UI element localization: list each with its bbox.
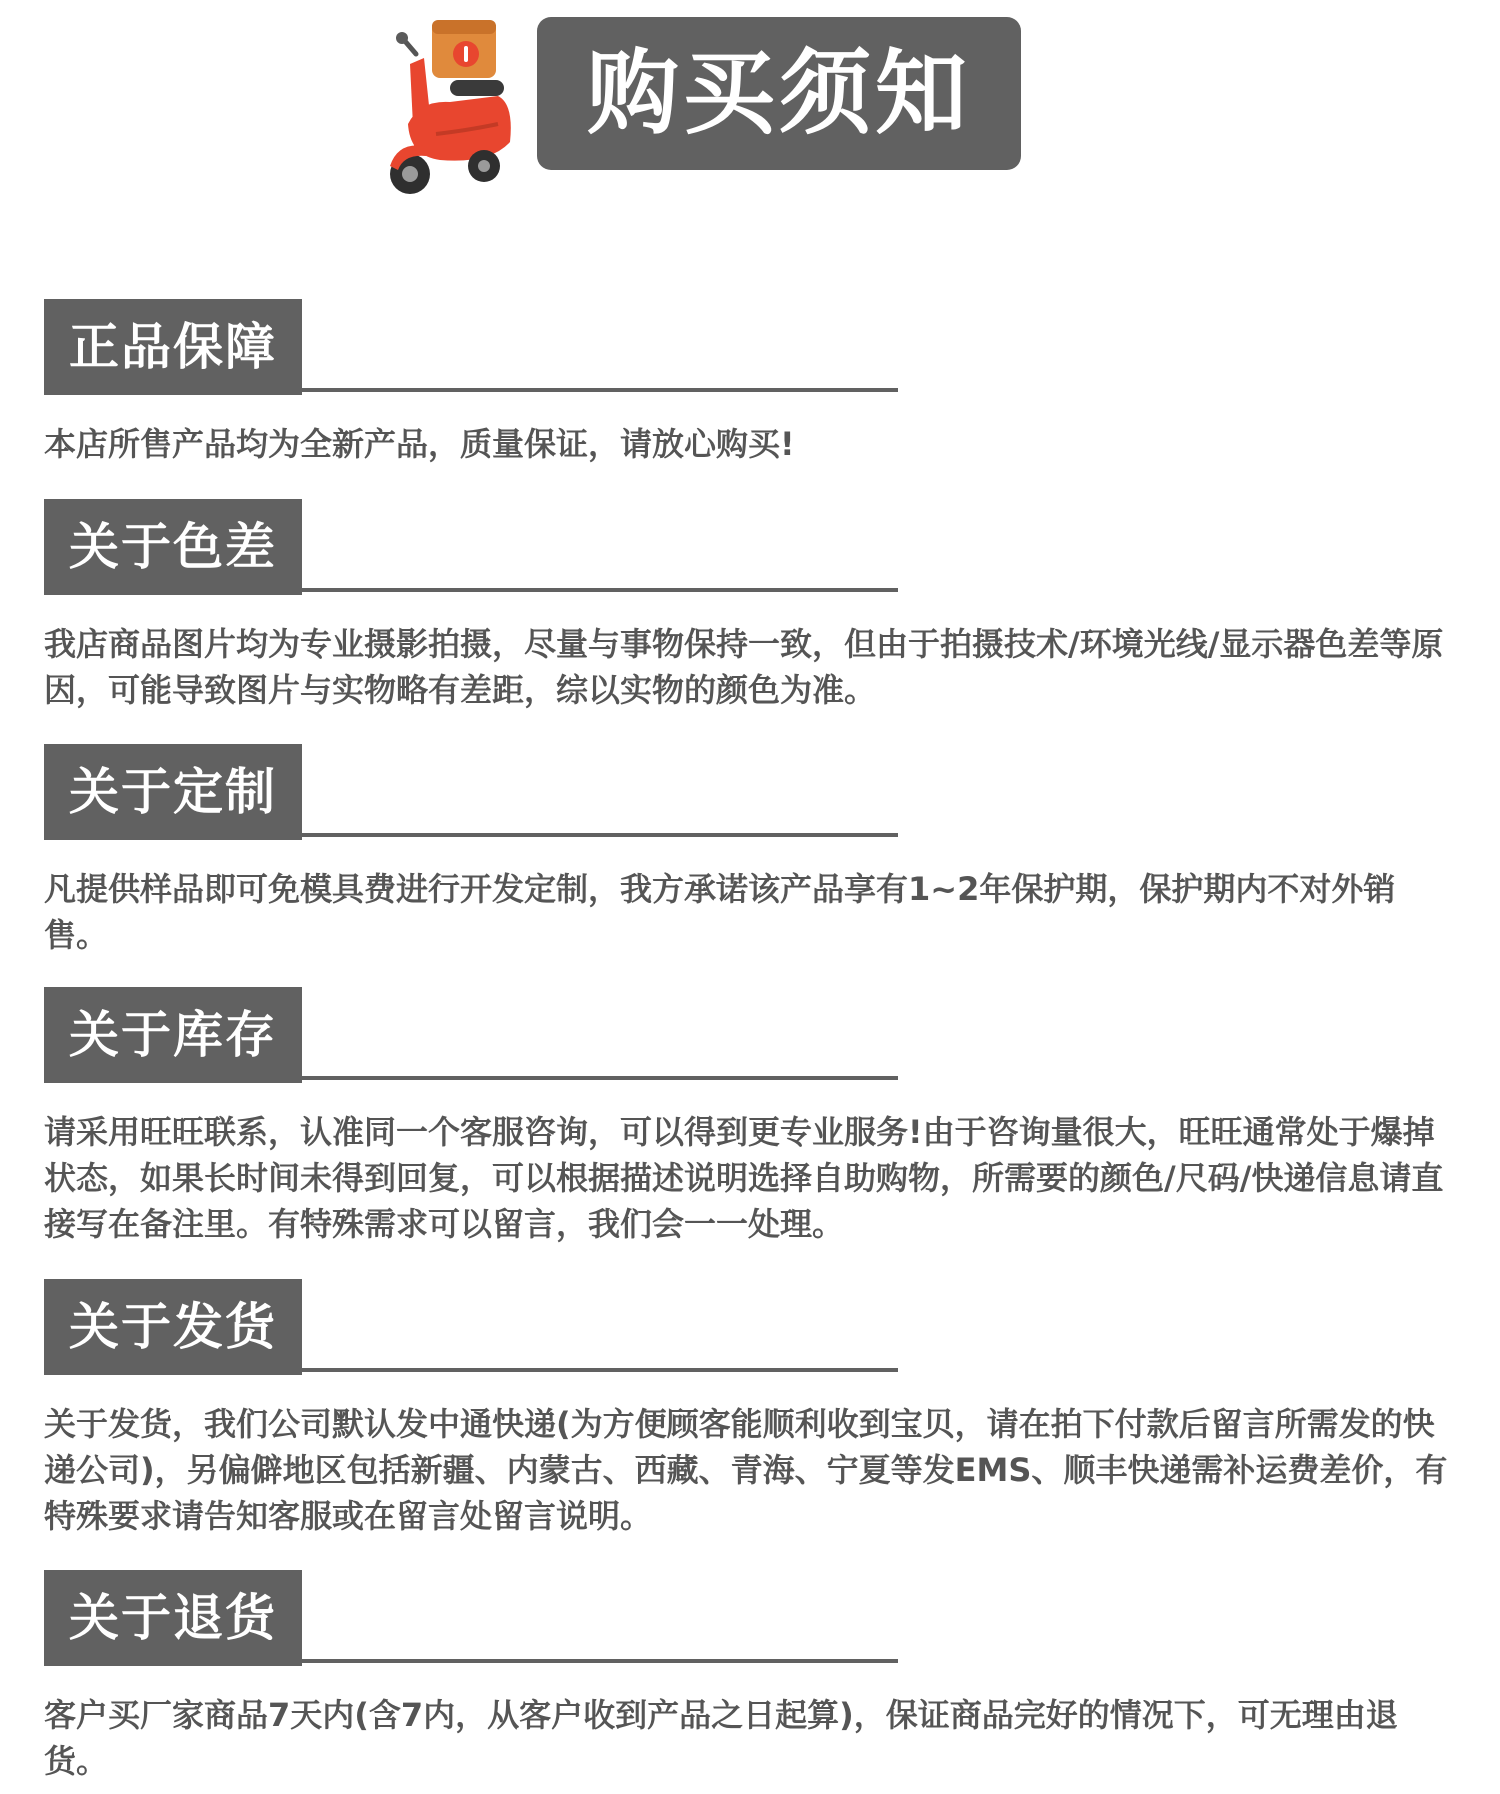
header <box>380 14 1020 214</box>
section-label <box>44 744 302 840</box>
section-header <box>44 744 1464 840</box>
section-returns <box>44 1570 1464 1784</box>
section-label <box>44 499 302 595</box>
section-divider <box>302 833 898 837</box>
section-shipping <box>44 1279 1464 1539</box>
section-body: 凡提供样品即可免模具费进行开发定制，我方承诺该产品享有1~2年保护期，保护期内不对外销售。 <box>44 870 1396 954</box>
section-header <box>44 987 1464 1083</box>
section-color-difference <box>44 499 1464 713</box>
section-header <box>44 499 1464 595</box>
section-heading: 关于退货 <box>69 1589 277 1647</box>
section-heading: 关于色差 <box>69 518 277 576</box>
title-banner <box>537 17 1021 170</box>
page-title: 购买须知 <box>586 39 971 147</box>
section-body: 客户买厂家商品7天内(含7内，从客户收到产品之日起算)，保证商品完好的情况下，可无理由退货。 <box>44 1696 1398 1780</box>
section-heading: 关于库存 <box>69 1006 277 1064</box>
section-heading: 正品保障 <box>69 318 277 376</box>
section-heading: 关于定制 <box>69 763 277 821</box>
section-divider <box>302 388 898 392</box>
section-divider <box>302 1659 898 1663</box>
section-divider <box>302 1076 898 1080</box>
section-label <box>44 1570 302 1666</box>
section-heading: 关于发货 <box>69 1298 277 1356</box>
section-body: 关于发货，我们公司默认发中通快递(为方便顾客能顺利收到宝贝，请在拍下付款后留言所需发的快递公司)，另偏僻地区包括新疆、内蒙古、西藏、青海、宁夏等发EMS、顺丰快递需补运费差价，有特殊要求请告知客服或在留言处留言说明。 <box>44 1405 1448 1535</box>
section-body: 请采用旺旺联系，认准同一个客服咨询，可以得到更专业服务!由于咨询量很大，旺旺通常处于爆掉状态，如果长时间未得到回复，可以根据描述说明选择自助购物，所需要的颜色/尺码/快递信息请直接写在备注里。有特殊需求可以留言，我们会一一处理。 <box>44 1113 1444 1243</box>
section-label <box>44 1279 302 1375</box>
section-divider <box>302 1368 898 1372</box>
section-body: 我店商品图片均为专业摄影拍摄，尽量与事物保持一致，但由于拍摄技术/环境光线/显示器色差等原因，可能导致图片与实物略有差距，综以实物的颜色为准。 <box>44 625 1444 709</box>
section-inventory <box>44 987 1464 1247</box>
section-header <box>44 1279 1464 1375</box>
section-customization <box>44 744 1464 958</box>
section-label <box>44 987 302 1083</box>
section-header <box>44 1570 1464 1666</box>
section-authenticity <box>44 299 1464 467</box>
section-label <box>44 299 302 395</box>
section-body: 本店所售产品均为全新产品，质量保证，请放心购买! <box>44 425 795 463</box>
section-header <box>44 299 1464 395</box>
delivery-scooter-icon <box>380 14 520 204</box>
section-divider <box>302 588 898 592</box>
